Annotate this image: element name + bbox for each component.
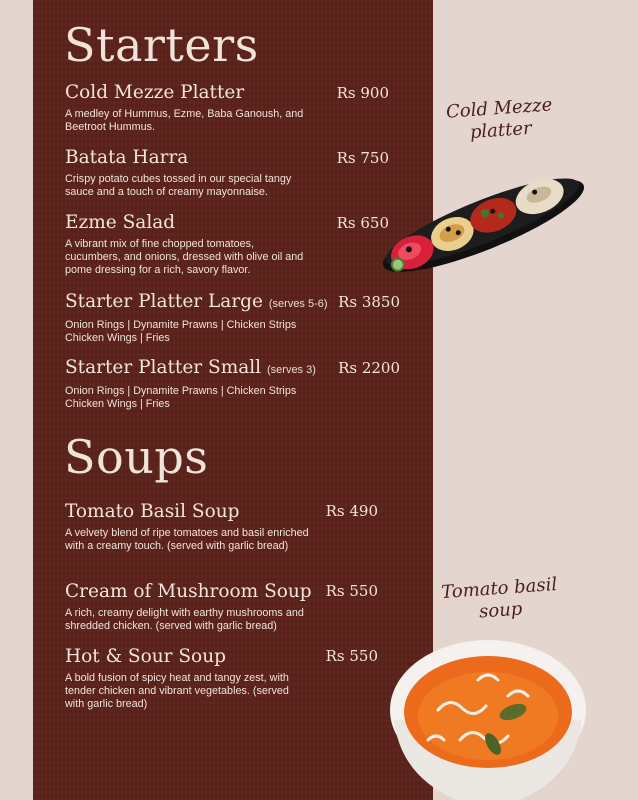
caption-cold-mezze-platter xyxy=(434,94,567,147)
mezze-platter-image xyxy=(370,150,595,290)
caption-line: Tomato basil xyxy=(440,574,558,604)
item-description: A rich, creamy delight with earthy mushrooms and shredded chicken. (served with garlic bread) xyxy=(65,607,304,632)
item-serves: (serves 5-6) xyxy=(268,298,328,310)
item-name: Ezme Salad xyxy=(65,212,176,233)
item-description xyxy=(65,319,327,345)
starters-heading: Starters xyxy=(64,18,259,72)
menu-item-starter-platter-small xyxy=(65,357,405,411)
item-description xyxy=(65,385,327,411)
menu-item-cold-mezze-platter xyxy=(65,82,405,134)
menu-item-cream-of-mushroom-soup xyxy=(65,581,378,633)
item-description-line: Chicken Wings | Fries xyxy=(65,332,170,344)
caption-line: soup xyxy=(478,598,524,623)
item-description-line: Onion Rings | Dynamite Prawns | Chicken Strips xyxy=(65,385,297,397)
item-description-line: Onion Rings | Dynamite Prawns | Chicken Strips xyxy=(65,319,297,331)
item-name: Hot & Sour Soup xyxy=(65,646,226,667)
item-price: Rs 550 xyxy=(325,582,378,600)
item-price: Rs 900 xyxy=(336,84,389,102)
item-price: Rs 750 xyxy=(336,149,389,167)
menu-item-ezme-salad xyxy=(65,212,405,277)
item-name-text: Starter Platter Small xyxy=(65,357,262,378)
item-price: Rs 2200 xyxy=(338,359,400,377)
menu-item-tomato-basil-soup xyxy=(65,501,378,553)
item-price: Rs 490 xyxy=(325,502,378,520)
item-description: Crispy potato cubes tossed in our special tangy sauce and a touch of creamy mayonnaise. xyxy=(65,173,292,198)
menu-item-starter-platter-large xyxy=(65,291,405,345)
item-description: A vibrant mix of fine chopped tomatoes, cucumbers, and onions, dressed with olive oil and pome dressing for a rich, savory flavor. xyxy=(65,238,304,276)
item-description: A medley of Hummus, Ezme, Baba Ganoush, and Beetroot Hummus. xyxy=(65,108,304,133)
caption-line: Cold Mezze xyxy=(445,94,553,123)
item-description-line: Chicken Wings | Fries xyxy=(65,398,170,410)
item-serves: (serves 3) xyxy=(267,364,316,376)
menu-item-batata-harra xyxy=(65,147,405,199)
caption-line: platter xyxy=(469,117,533,144)
item-description: A bold fusion of spicy heat and tangy zest, with tender chicken and vibrant vegetables. (served with garlic bread) xyxy=(65,672,289,710)
item-name: Cold Mezze Platter xyxy=(65,82,245,103)
item-name: Cream of Mushroom Soup xyxy=(65,581,312,602)
menu-item-hot-and-sour-soup xyxy=(65,646,378,711)
item-name-text: Starter Platter Large xyxy=(65,291,263,312)
item-price: Rs 550 xyxy=(325,647,378,665)
item-name: Tomato Basil Soup xyxy=(65,501,240,522)
item-price: Rs 3850 xyxy=(338,293,400,311)
item-price: Rs 650 xyxy=(336,214,389,232)
item-name: Batata Harra xyxy=(65,147,189,168)
caption-tomato-basil-soup xyxy=(429,573,572,627)
tomato-soup-bowl-image xyxy=(388,640,638,800)
soups-heading: Soups xyxy=(64,430,209,484)
item-description: A velvety blend of ripe tomatoes and basil enriched with a creamy touch. (served with garlic bread) xyxy=(65,527,309,552)
